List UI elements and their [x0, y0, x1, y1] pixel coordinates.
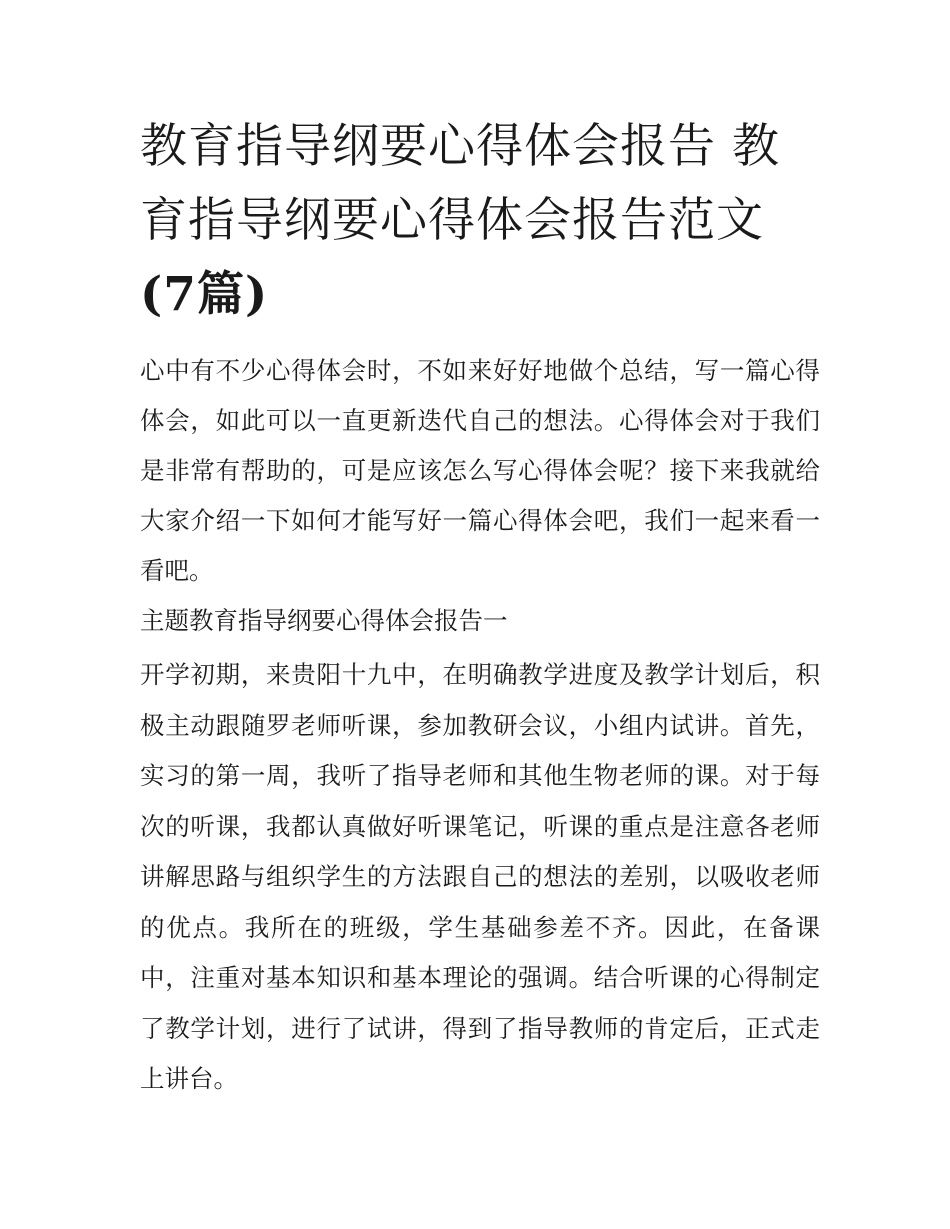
title-text: 教育指导纲要心得体会报告 教育指导纲要心得体会报告范文: [140, 119, 780, 248]
document-page: [140, 110, 820, 1105]
document-title: [140, 110, 820, 332]
title-count: (7篇): [140, 267, 269, 322]
intro-paragraph: 心中有不少心得体会时，不如来好好地做个总结，写一篇心得体会，如此可以一直更新迭代自己的想法。心得体会对于我们是非常有帮助的，可是应该怎么写心得体会呢？接下来我就给大家介绍一下如何才能写好一篇心得体会吧，我们一起来看一看吧。: [140, 356, 820, 585]
body-paragraph: 开学初期，来贵阳十九中，在明确教学进度及教学计划后，积极主动跟随罗老师听课，参加教研会议，小组内试讲。首先，实习的第一周，我听了指导老师和其他生物老师的课。对于每次的听课，我都认真做好听课笔记，听课的重点是注意各老师讲解思路与组织学生的方法跟自己的想法的差别，以吸收老师的优点。我所在的班级，学生基础参差不齐。因此，在备课中，注重对基本知识和基本理论的强调。结合听课的心得制定了教学计划，进行了试讲，得到了指导教师的肯定后，正式走上讲台。: [140, 660, 820, 1093]
section-heading: 主题教育指导纲要心得体会报告一: [140, 606, 508, 635]
